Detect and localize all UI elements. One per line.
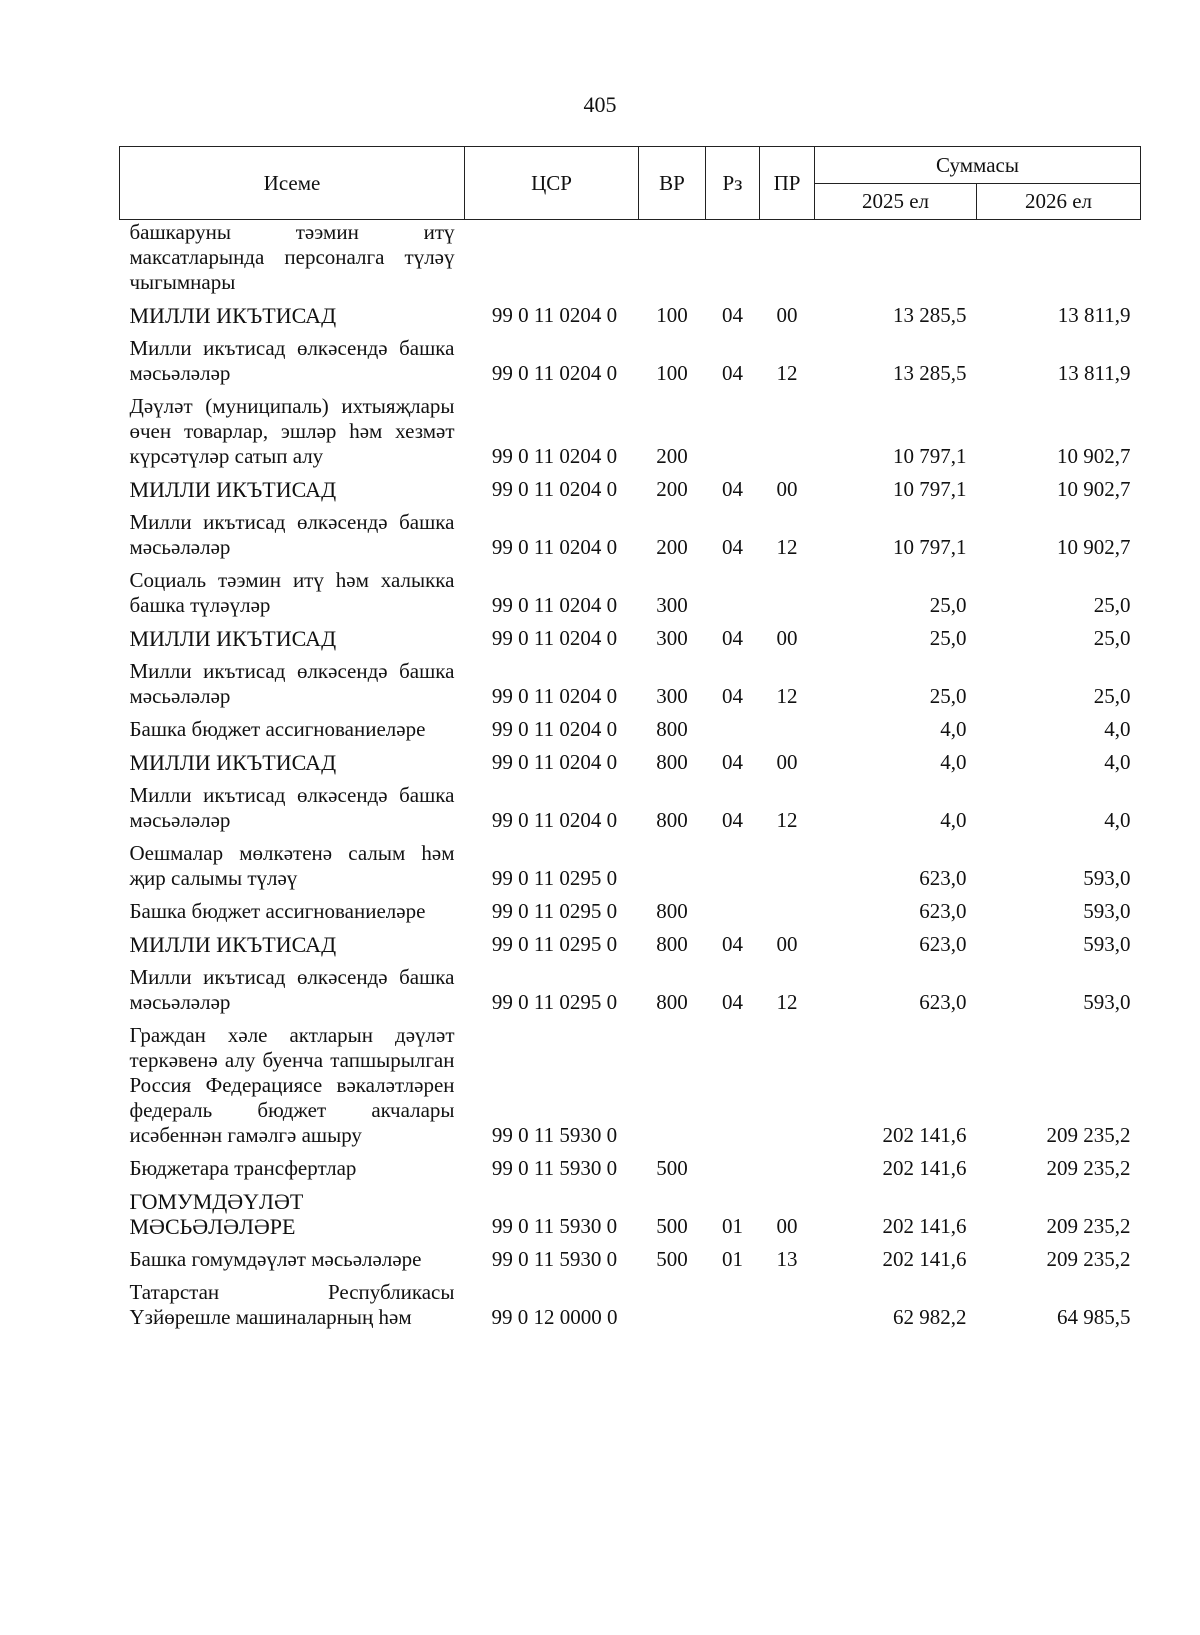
row-label: башкаруны тәэмин итү максатларында персоналга түләү чыгымнары — [129, 220, 455, 294]
cell-name — [120, 473, 465, 506]
table-row — [120, 1185, 1141, 1243]
table-row — [120, 961, 1141, 1019]
cell-pr: 00 — [776, 626, 798, 650]
cell-name — [120, 961, 465, 1019]
cell-sum-2025: 4,0 — [940, 717, 967, 741]
cell-sum-2026: 25,0 — [1093, 684, 1131, 708]
table-row — [120, 895, 1141, 928]
row-label: Милли икътисад өлкәсендә башка мәсьәләләр — [129, 965, 455, 1014]
row-label: ГОМУМДӘҮЛӘТ МӘСЬӘЛӘЛӘРЕ — [129, 1189, 304, 1239]
table-row — [120, 1152, 1141, 1185]
row-label: Татарстан Республикасы Үзйөрешле машиналарның һәм — [129, 1280, 455, 1329]
cell-csr: 99 0 11 0204 0 — [491, 477, 618, 501]
cell-name — [120, 390, 465, 473]
cell-pr — [760, 390, 815, 473]
cell-csr: 99 0 11 5930 0 — [491, 1247, 618, 1271]
cell-rz — [706, 713, 760, 746]
cell-csr: 99 0 11 0295 0 — [491, 932, 618, 956]
header-csr: ЦСР — [465, 147, 639, 220]
table-row — [120, 1019, 1141, 1152]
cell-rz — [706, 1276, 760, 1334]
cell-sum-2026: 64 985,5 — [1057, 1305, 1131, 1329]
row-label: Милли икътисад өлкәсендә башка мәсьәләләр — [129, 659, 455, 708]
cell-sum-2025: 202 141,6 — [882, 1123, 967, 1147]
cell-name — [120, 837, 465, 895]
cell-sum-2026: 25,0 — [1093, 593, 1131, 617]
table-row — [120, 622, 1141, 655]
cell-sum-2026: 593,0 — [1083, 990, 1131, 1014]
cell-name — [120, 299, 465, 332]
cell-pr: 12 — [776, 808, 798, 832]
cell-sum-2025: 25,0 — [929, 593, 967, 617]
cell-pr: 00 — [776, 477, 798, 501]
cell-csr — [465, 220, 639, 300]
header-pr: ПР — [760, 147, 815, 220]
cell-vr — [639, 1019, 706, 1152]
cell-pr: 00 — [776, 1214, 798, 1238]
budget-table — [119, 146, 1141, 1334]
cell-sum-2026: 209 235,2 — [1046, 1247, 1131, 1271]
cell-rz — [706, 1019, 760, 1152]
cell-pr — [760, 564, 815, 622]
cell-vr: 200 — [656, 477, 688, 501]
row-label: МИЛЛИ ИКЪТИСАД — [129, 477, 337, 502]
cell-sum-2025: 202 141,6 — [882, 1247, 967, 1271]
cell-rz: 01 — [722, 1214, 743, 1238]
cell-sum-2026: 209 235,2 — [1046, 1156, 1131, 1180]
cell-name — [120, 928, 465, 961]
cell-sum-2025: 623,0 — [919, 990, 967, 1014]
row-label: Милли икътисад өлкәсендә башка мәсьәләләр — [129, 510, 455, 559]
table-row — [120, 746, 1141, 779]
cell-vr: 300 — [656, 593, 688, 617]
cell-name — [120, 713, 465, 746]
table-row — [120, 713, 1141, 746]
cell-pr — [760, 220, 815, 300]
cell-name — [120, 1185, 465, 1243]
row-label: Башка бюджет ассигнованиеләре — [129, 899, 426, 923]
cell-rz: 04 — [722, 626, 743, 650]
table-row — [120, 1243, 1141, 1276]
table-row — [120, 928, 1141, 961]
cell-vr: 100 — [656, 361, 688, 385]
cell-rz: 04 — [722, 750, 743, 774]
table-row — [120, 655, 1141, 713]
table-row — [120, 564, 1141, 622]
cell-rz — [706, 564, 760, 622]
cell-rz: 04 — [722, 990, 743, 1014]
cell-csr: 99 0 11 0204 0 — [491, 750, 618, 774]
cell-pr: 12 — [776, 361, 798, 385]
cell-name — [120, 1276, 465, 1334]
cell-csr: 99 0 11 0204 0 — [491, 593, 618, 617]
row-label: Милли икътисад өлкәсендә башка мәсьәләләр — [129, 336, 455, 385]
cell-sum-2025: 10 797,1 — [893, 535, 967, 559]
cell-csr: 99 0 11 0295 0 — [491, 866, 618, 890]
cell-name — [120, 1019, 465, 1152]
cell-csr: 99 0 11 5930 0 — [491, 1214, 618, 1238]
cell-sum-2026: 4,0 — [1104, 717, 1131, 741]
cell-vr — [639, 1276, 706, 1334]
cell-pr — [760, 713, 815, 746]
cell-pr: 00 — [776, 750, 798, 774]
cell-sum-2026: 25,0 — [1093, 626, 1131, 650]
cell-csr: 99 0 11 0204 0 — [491, 808, 618, 832]
cell-csr: 99 0 11 0204 0 — [491, 361, 618, 385]
cell-name — [120, 655, 465, 713]
cell-pr: 13 — [776, 1247, 798, 1271]
cell-rz — [706, 1152, 760, 1185]
cell-pr — [760, 895, 815, 928]
cell-pr — [760, 1152, 815, 1185]
cell-pr: 12 — [776, 684, 798, 708]
cell-vr: 500 — [656, 1214, 688, 1238]
cell-name — [120, 1152, 465, 1185]
cell-name — [120, 506, 465, 564]
cell-sum-2026: 593,0 — [1083, 866, 1131, 890]
cell-vr: 800 — [656, 990, 688, 1014]
cell-sum-2025: 25,0 — [929, 626, 967, 650]
header-rz: Рз — [706, 147, 760, 220]
cell-vr — [639, 837, 706, 895]
cell-name — [120, 746, 465, 779]
row-label: МИЛЛИ ИКЪТИСАД — [129, 626, 337, 651]
cell-sum-2026: 209 235,2 — [1046, 1123, 1131, 1147]
cell-csr: 99 0 12 0000 0 — [491, 1305, 618, 1329]
cell-vr: 100 — [656, 303, 688, 327]
cell-csr: 99 0 11 0204 0 — [491, 303, 618, 327]
cell-sum-2025: 623,0 — [919, 899, 967, 923]
cell-pr — [760, 1019, 815, 1152]
cell-rz — [706, 220, 760, 300]
cell-vr: 500 — [656, 1156, 688, 1180]
cell-name — [120, 564, 465, 622]
cell-name — [120, 1243, 465, 1276]
cell-vr: 500 — [656, 1247, 688, 1271]
cell-sum-2025: 4,0 — [940, 808, 967, 832]
cell-vr: 800 — [656, 717, 688, 741]
row-label: МИЛЛИ ИКЪТИСАД — [129, 750, 337, 775]
table-row — [120, 332, 1141, 390]
cell-sum-2026: 10 902,7 — [1057, 535, 1131, 559]
header-sum: Суммасы — [815, 147, 1141, 184]
cell-sum-2026: 4,0 — [1104, 750, 1131, 774]
row-label: Дәүләт (муниципаль) ихтыяҗлары өчен товарлар, эшләр һәм хезмәт күрсәтүләр сатып алу — [129, 394, 455, 468]
cell-sum-2026: 209 235,2 — [1046, 1214, 1131, 1238]
cell-sum-2025: 4,0 — [940, 750, 967, 774]
cell-csr: 99 0 11 0204 0 — [491, 535, 618, 559]
header-vr: ВР — [639, 147, 706, 220]
header-name: Исеме — [120, 147, 465, 220]
row-label: Башка бюджет ассигнованиеләре — [129, 717, 426, 741]
cell-rz: 04 — [722, 303, 743, 327]
table-row — [120, 473, 1141, 506]
row-label: Башка гомумдәүләт мәсьәләләре — [129, 1247, 422, 1271]
cell-sum-2025: 202 141,6 — [882, 1214, 967, 1238]
cell-rz — [706, 837, 760, 895]
cell-sum-2025 — [815, 220, 977, 300]
cell-csr: 99 0 11 0204 0 — [491, 717, 618, 741]
cell-name — [120, 220, 465, 300]
row-label: Милли икътисад өлкәсендә башка мәсьәләләр — [129, 783, 455, 832]
cell-rz: 04 — [722, 932, 743, 956]
cell-rz: 04 — [722, 361, 743, 385]
cell-name — [120, 895, 465, 928]
cell-vr — [639, 220, 706, 300]
cell-name — [120, 622, 465, 655]
cell-rz: 01 — [722, 1247, 743, 1271]
cell-rz — [706, 390, 760, 473]
row-label: Оешмалар мөлкәтенә салым һәм җир салымы түләү — [129, 841, 455, 890]
cell-csr: 99 0 11 0204 0 — [491, 626, 618, 650]
cell-pr: 00 — [776, 303, 798, 327]
cell-csr: 99 0 11 5930 0 — [491, 1123, 618, 1147]
cell-rz: 04 — [722, 477, 743, 501]
cell-pr — [760, 837, 815, 895]
cell-pr — [760, 1276, 815, 1334]
table-row — [120, 299, 1141, 332]
cell-sum-2026: 4,0 — [1104, 808, 1131, 832]
cell-sum-2025: 62 982,2 — [893, 1305, 967, 1329]
cell-sum-2025: 10 797,1 — [893, 477, 967, 501]
row-label: Социаль тәэмин итү һәм халыкка башка түләүләр — [129, 568, 455, 617]
table-header — [120, 147, 1141, 220]
row-label: МИЛЛИ ИКЪТИСАД — [129, 932, 337, 957]
cell-csr: 99 0 11 5930 0 — [491, 1156, 618, 1180]
cell-sum-2025: 623,0 — [919, 932, 967, 956]
cell-vr: 300 — [656, 684, 688, 708]
cell-vr: 800 — [656, 899, 688, 923]
page-number: 405 — [583, 92, 617, 117]
cell-sum-2026: 593,0 — [1083, 932, 1131, 956]
cell-sum-2026: 13 811,9 — [1057, 303, 1131, 327]
cell-pr: 12 — [776, 535, 798, 559]
cell-sum-2026: 13 811,9 — [1057, 361, 1131, 385]
row-label: МИЛЛИ ИКЪТИСАД — [129, 303, 337, 328]
cell-sum-2025: 13 285,5 — [893, 303, 967, 327]
cell-pr: 12 — [776, 990, 798, 1014]
cell-name — [120, 332, 465, 390]
cell-sum-2025: 623,0 — [919, 866, 967, 890]
table-row — [120, 220, 1141, 300]
table-row — [120, 837, 1141, 895]
cell-vr: 800 — [656, 932, 688, 956]
cell-vr: 800 — [656, 750, 688, 774]
cell-rz: 04 — [722, 808, 743, 832]
header-year-2025: 2025 ел — [815, 183, 977, 220]
cell-vr: 200 — [656, 535, 688, 559]
row-label: Бюджетара трансфертлар — [129, 1156, 357, 1180]
cell-sum-2026 — [977, 220, 1141, 300]
cell-csr: 99 0 11 0204 0 — [491, 684, 618, 708]
table-row — [120, 1276, 1141, 1334]
header-year-2026: 2026 ел — [977, 183, 1141, 220]
cell-sum-2025: 25,0 — [929, 684, 967, 708]
cell-vr: 200 — [656, 444, 688, 468]
cell-name — [120, 779, 465, 837]
cell-rz: 04 — [722, 684, 743, 708]
table-row — [120, 506, 1141, 564]
row-label: Граждан хәле актларын дәүләт теркәвенә алу буенча тапшырылган Россия Федерациясе вәкаләтләрен федераль бюджет акчалары исәбеннән гамәлгә ашыру — [129, 1023, 455, 1147]
cell-vr: 800 — [656, 808, 688, 832]
cell-rz — [706, 895, 760, 928]
cell-pr: 00 — [776, 932, 798, 956]
cell-csr: 99 0 11 0295 0 — [491, 899, 618, 923]
cell-csr: 99 0 11 0295 0 — [491, 990, 618, 1014]
cell-vr: 300 — [656, 626, 688, 650]
table-body — [120, 220, 1141, 1335]
table-row — [120, 390, 1141, 473]
cell-sum-2026: 593,0 — [1083, 899, 1131, 923]
cell-rz: 04 — [722, 535, 743, 559]
cell-sum-2026: 10 902,7 — [1057, 444, 1131, 468]
table-row — [120, 779, 1141, 837]
cell-sum-2025: 13 285,5 — [893, 361, 967, 385]
cell-sum-2026: 10 902,7 — [1057, 477, 1131, 501]
cell-sum-2025: 10 797,1 — [893, 444, 967, 468]
cell-csr: 99 0 11 0204 0 — [491, 444, 618, 468]
budget-table-wrapper — [119, 146, 1140, 1334]
cell-sum-2025: 202 141,6 — [882, 1156, 967, 1180]
